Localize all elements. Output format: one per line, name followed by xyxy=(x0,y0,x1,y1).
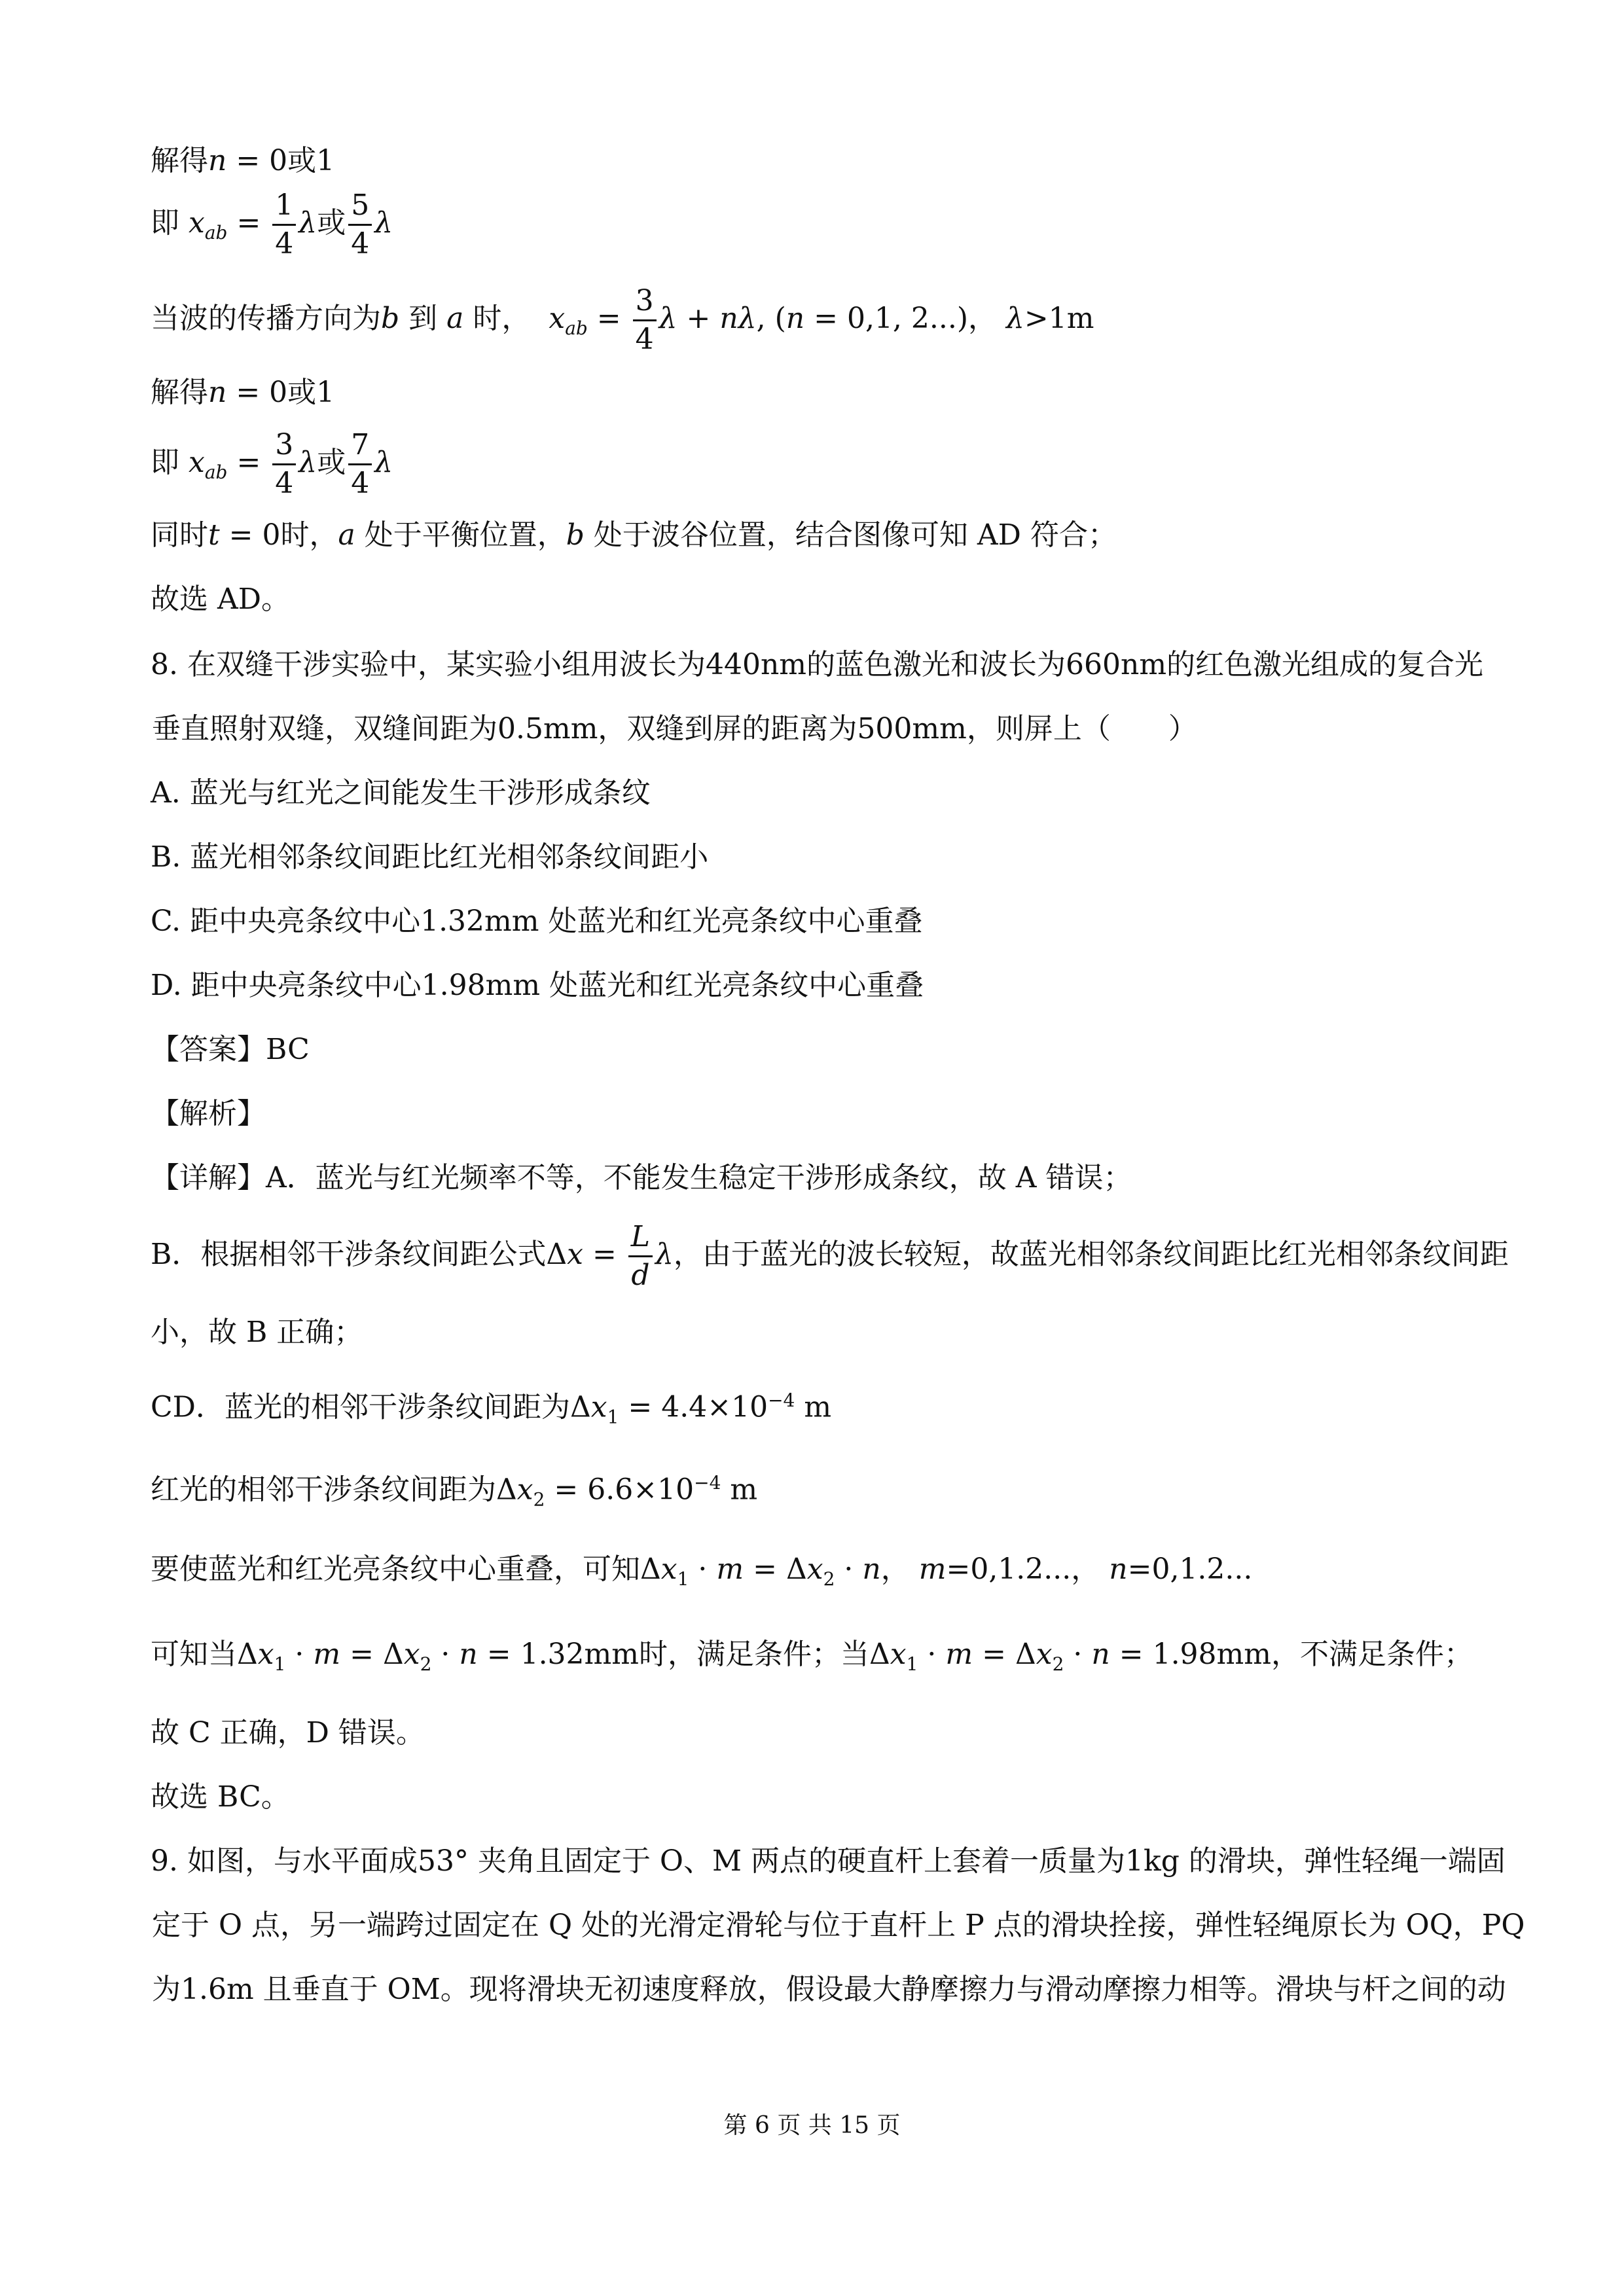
question-8-stem: 垂直照射双缝，双缝间距为0.5mm，双缝到屏的距离为500mm，则屏上（ ） xyxy=(152,712,1197,745)
solution-line: 故选 AD。 xyxy=(151,583,291,616)
solution-line: 即 $x_{ab}$ = $\frac{3}{4}$ λ或 $\frac{7}{4}$ λ xyxy=(151,428,393,500)
solution-line: 当波的传播方向为b 到 a 时， $x_{ab}$ = $\frac{3}{4}$ λ + nλ, (n = 0,1, 2...)， λ>1m xyxy=(151,284,1094,356)
detail-line: 【详解】A．蓝光与红光频率不等，不能发生稳定干涉形成条纹，故 A 错误； xyxy=(151,1161,1132,1194)
question-8-stem: 8. 在双缝干涉实验中，某实验小组用波长为440nm的蓝色激光和波长为660nm的红色激光组成的复合光 xyxy=(151,648,1484,681)
detail-line: 要使蓝光和红光亮条纹中心重叠，可知$\Delta x_1 \cdot m = \Delta x_2 \cdot n$， m=0,1.2...， n=0,1.2... xyxy=(151,1552,1253,1590)
fraction: $\frac{5}{4}$ xyxy=(348,191,372,259)
detail-line: B．根据相邻干涉条纹间距公式Δx = $\frac{L}{d}$ λ，由于蓝光的波长较短，故蓝光相邻条纹间距比红光相邻条纹间距 xyxy=(151,1220,1509,1292)
page-footer: 第 6 页 共 15 页 xyxy=(723,2112,901,2139)
fraction: $\frac{L}{d}$ xyxy=(628,1223,653,1290)
detail-line: 红光的相邻干涉条纹间距为$\Delta x_2 = 6.6\times 10^{-4}$ m xyxy=(151,1472,758,1511)
detail-line: 可知当$\Delta x_1 \cdot m = \Delta x_2 \cdot n = 1.32mm$时，满足条件；当$\Delta x_1 \cdot m = \Delta x_2 \cdot n = 1.98mm$，不满足条件； xyxy=(151,1638,1473,1675)
solution-line: 即 $x_{ab}$ = $\frac{1}{4}$ λ或 $\frac{5}{4}$ λ xyxy=(151,188,393,260)
fraction: $\frac{7}{4}$ xyxy=(348,431,372,498)
question-9-stem: 为1.6m 且垂直于 OM。现将滑块无初速度释放，假设最大静摩擦力与滑动摩擦力相等。滑块与杆之间的动 xyxy=(152,1973,1506,2006)
detail-line: 故 C 正确，D 错误。 xyxy=(151,1716,425,1749)
option-b: B. 蓝光相邻条纹间距比红光相邻条纹间距小 xyxy=(151,840,709,874)
detail-line: CD．蓝光的相邻干涉条纹间距为$\Delta x_1 = 4.4\times 10^{-4}$ m xyxy=(151,1390,832,1428)
analysis-label: 【解析】 xyxy=(151,1097,266,1130)
fraction: $\frac{3}{4}$ xyxy=(633,287,657,354)
question-9-stem: 定于 O 点，另一端跨过固定在 Q 处的光滑定滑轮与位于直杆上 P 点的滑块拴接，弹性轻绳原长为 OQ，PQ xyxy=(152,1909,1525,1942)
fraction: $\frac{3}{4}$ xyxy=(272,431,296,498)
solution-line: 同时t = 0时，a 处于平衡位置，b 处于波谷位置，结合图像可知 AD 符合； xyxy=(151,518,1117,552)
solution-line: 解得n = 0或1 xyxy=(151,376,335,409)
option-a: A. 蓝光与红光之间能发生干涉形成条纹 xyxy=(151,776,651,810)
option-c: C. 距中央亮条纹中心1.32mm 处蓝光和红光亮条纹中心重叠 xyxy=(151,905,923,938)
detail-line: 故选 BC。 xyxy=(151,1780,290,1814)
option-d: D. 距中央亮条纹中心1.98mm 处蓝光和红光亮条纹中心重叠 xyxy=(151,969,924,1002)
fraction: $\frac{1}{4}$ xyxy=(272,191,296,259)
detail-line: 小，故 B 正确； xyxy=(151,1316,363,1349)
question-9-stem: 9. 如图，与水平面成53° 夹角且固定于 O、M 两点的硬直杆上套着一质量为1kg 的滑块，弹性轻绳一端固 xyxy=(151,1844,1506,1878)
solution-line: 解得n = 0或1 xyxy=(151,144,335,177)
answer-label: 【答案】BC xyxy=(151,1033,310,1066)
